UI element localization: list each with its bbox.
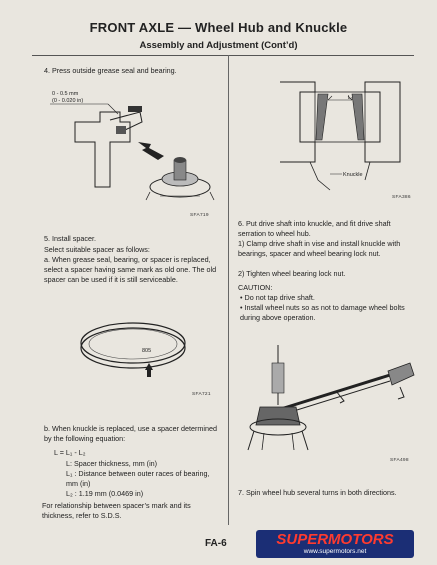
column-divider (228, 55, 229, 525)
figure-id-4: SFA498 (390, 458, 409, 463)
relationship-note: For relationship between spacer’s mark and its thickness, refer to S.D.S. (42, 501, 191, 520)
lock-nut-tightening-figure (240, 335, 420, 455)
substep-1-text: 1) Clamp drive shaft in vise and install knuckle with bearings, spacer and wheel bearing lock nut. (238, 239, 401, 258)
fig3-l1-label: L₁ (348, 95, 353, 101)
caution-2: • Install wheel nuts so as not to damage wheel bolts during above operation. (240, 303, 405, 322)
knuckle-section-figure (270, 62, 410, 197)
definition-L2: L₂ : 1.19 mm (0.0469 in) (66, 489, 144, 498)
substep-2-text: 2) Tighten wheel bearing lock nut. (238, 269, 346, 278)
definition-L1: L₁ : Distance between outer races of bearing, mm (in) (66, 469, 210, 488)
step-7-text: 7. Spin wheel hub several turns in both directions. (238, 488, 397, 497)
caution-title: CAUTION: (238, 283, 273, 292)
logo-text: SUPERMOTORS (276, 531, 394, 548)
spacer-mark: 805 (142, 348, 152, 354)
page-number: FA-6 (205, 538, 227, 549)
gap-label-in: (0 - 0.020 in) (52, 98, 84, 104)
gap-label-mm: 0 - 0.5 mm (52, 91, 79, 97)
page-title: FRONT AXLE — Wheel Hub and Knuckle (89, 20, 348, 35)
header-rule (32, 55, 414, 56)
step-6-text: 6. Put drive shaft into knuckle, and fit drive shaft serration to wheel hub. (238, 219, 391, 238)
step-5-text: 5. Install spacer. (44, 234, 96, 243)
caution-1: • Do not tap drive shaft. (240, 293, 315, 302)
page-subtitle: Assembly and Adjustment (Cont’d) (139, 40, 298, 51)
supermotors-watermark-logo (256, 530, 414, 558)
figure-id-1: SFA719 (190, 213, 209, 218)
logo-url: www.supermotors.net (303, 548, 367, 555)
item-b-text: b. When knuckle is replaced, use a spacer determined by the following equation: (44, 424, 217, 443)
spacer-equation: L = L₁ - L₂ (54, 448, 86, 457)
definition-L: L: Spacer thickness, mm (in) (66, 459, 158, 468)
knuckle-label: Knuckle (343, 172, 363, 178)
step-4-text: 4. Press outside grease seal and bearing. (44, 66, 177, 75)
figure-id-3: SFA386 (392, 195, 411, 200)
figure-id-2: SFA721 (192, 392, 211, 397)
spacer-ring-figure (75, 315, 195, 385)
item-a-text: a. When grease seal, bearing, or spacer is replaced, select a spacer having same mark as old one. The old spacer can be used if it is still serviceable. (44, 255, 217, 284)
select-spacer-intro: Select suitable spacer as follows: (44, 245, 150, 254)
